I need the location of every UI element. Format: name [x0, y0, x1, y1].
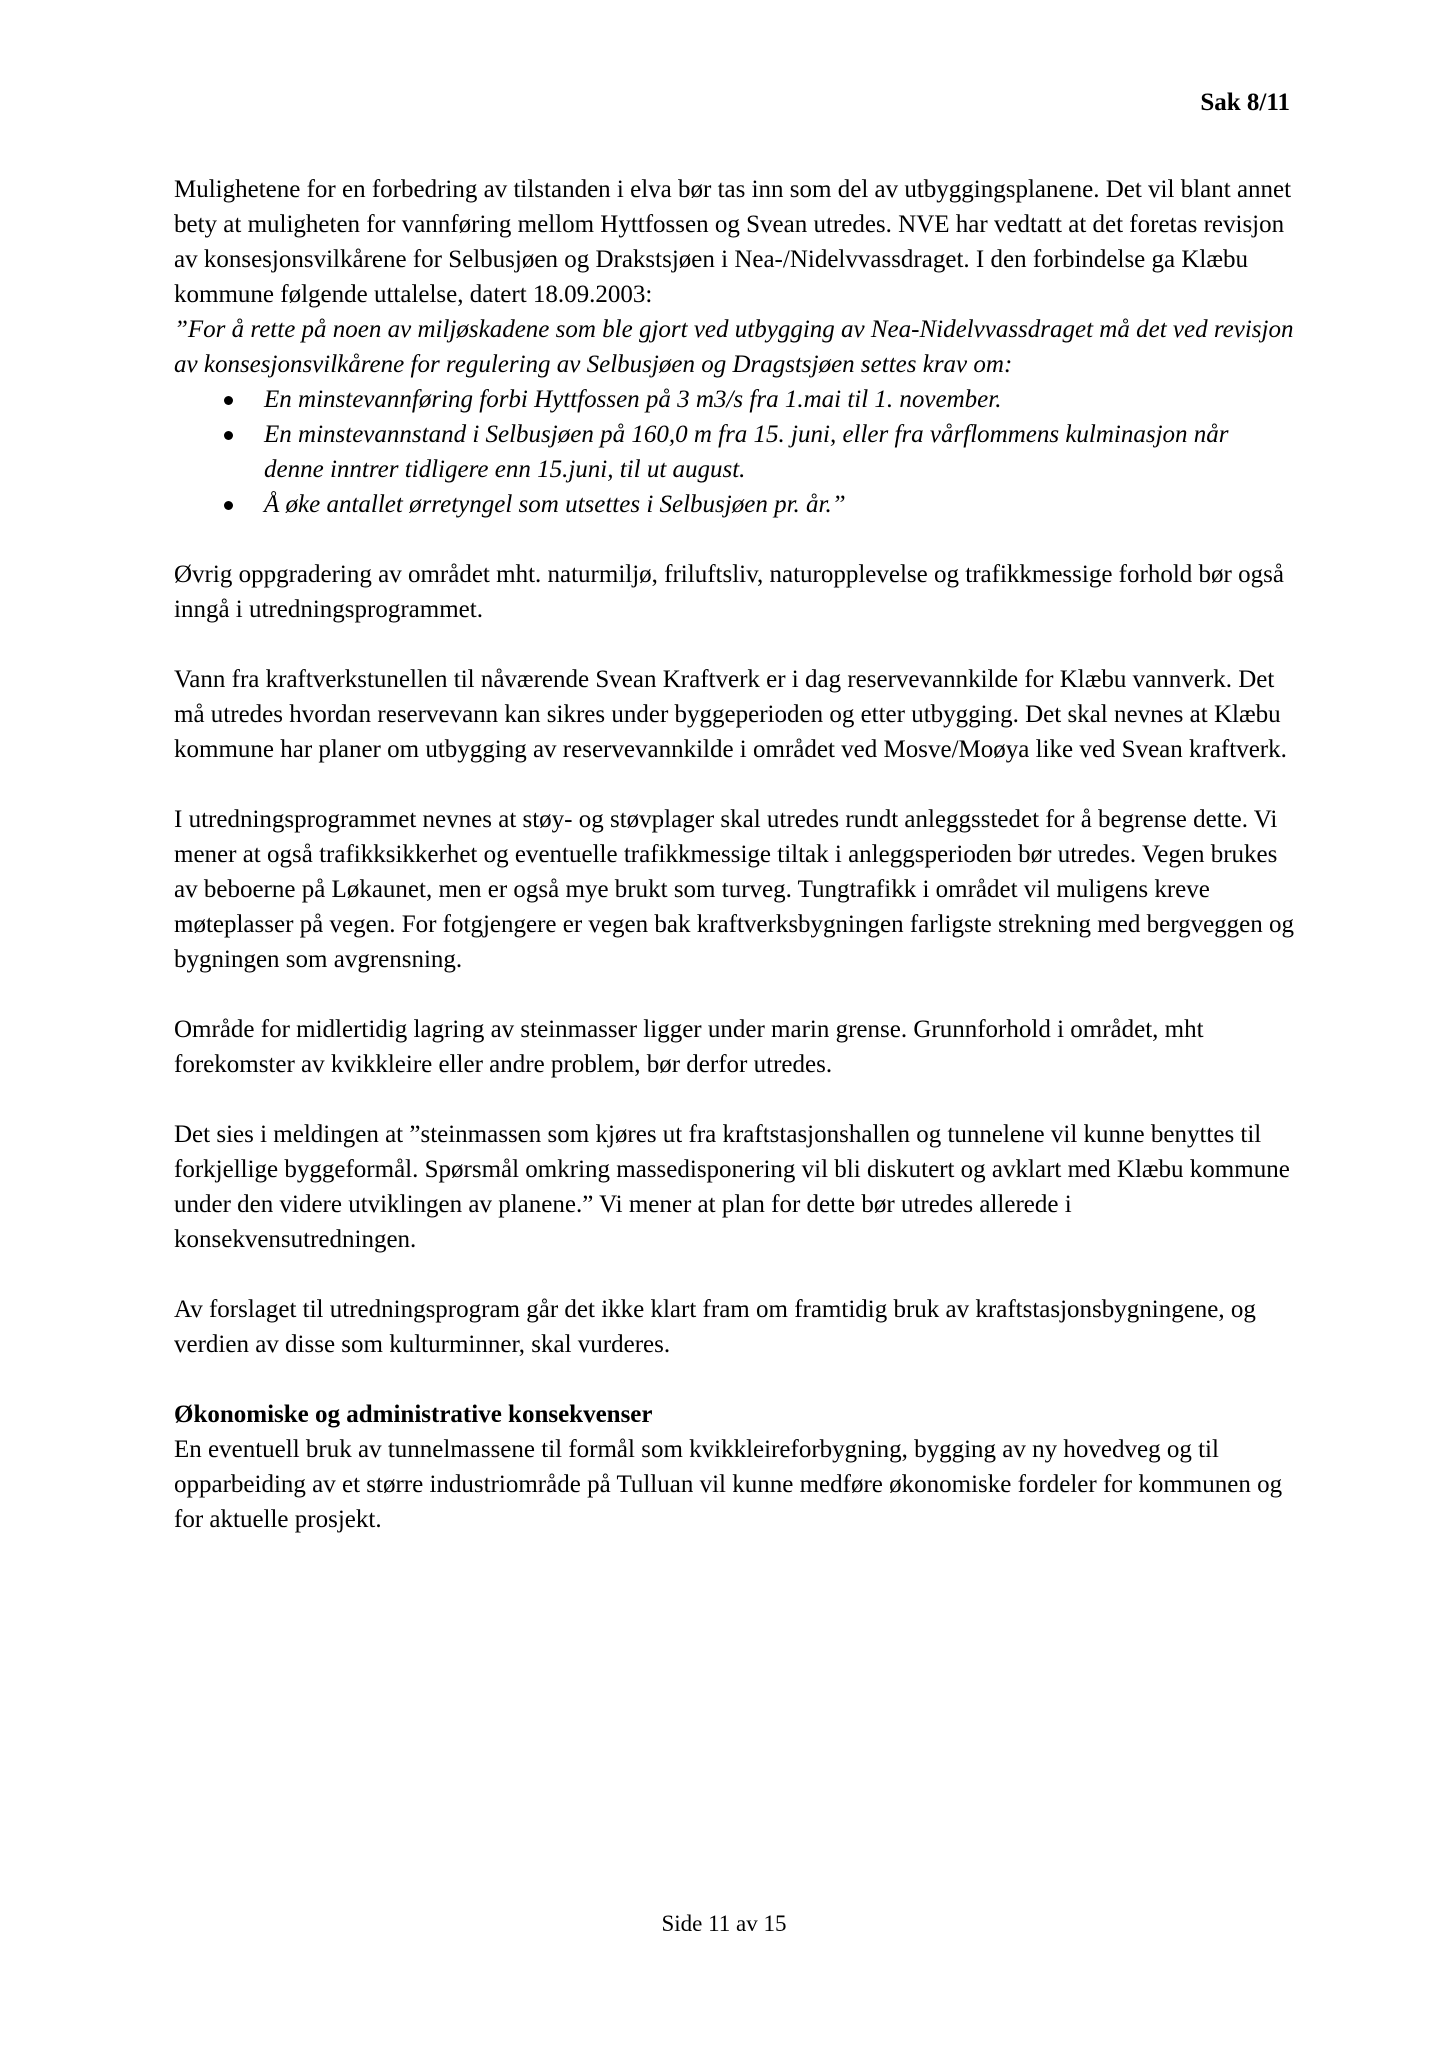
page-number: Side 11 av 15	[661, 1911, 787, 1936]
paragraph-intro: Mulighetene for en forbedring av tilstanden i elva bør tas inn som del av utbyggingsplanene. Det vil blant annet bety at muligheten for vannføring mellom Hyttfossen og Svean utredes. NVE har vedtatt at det foretas revisjon av konsesjonsvilkårene for Selbusjøen og Drakstsjøen i Nea-/Nidelvvassdraget. I den forbindelse ga Klæbu kommune følgende uttalelse, datert 18.09.2003:	[174, 176, 1292, 308]
paragraph-upgrade: Øvrig oppgradering av området mht. naturmiljø, friluftsliv, naturopplevelse og trafikkmessige forhold bør også inngå i utredningsprogrammet.	[174, 561, 1284, 623]
paragraph-rock-mass: Det sies i meldingen at ”steinmassen som kjøres ut fra kraftstasjonshallen og tunnelene vil kunne benyttes til forkjellige byggeformål. Spørsmål omkring massedisponering vil bli diskutert og avklart med Klæbu kommune under den videre utviklingen av planene.” Vi mener at plan for dette bør utredes allerede i konsekvensutredningen.	[174, 1121, 1290, 1253]
requirements-list	[174, 382, 1294, 522]
list-item: En minstevannstand i Selbusjøen på 160,0 m fra 15. juni, eller fra vårflommens kulminasjon når denne inntrer tidligere enn 15.juni, til ut august.	[174, 417, 1294, 487]
paragraph-reserve-water: Vann fra kraftverkstunellen til nåværende Svean Kraftverk er i dag reservevannkilde for Klæbu vannverk. Det må utredes hvordan reservevann kan sikres under byggeperioden og etter utbygging. Det skal nevnes at Klæbu kommune har planer om utbygging av reservevannkilde i området ved Mosve/Moøya like ved Svean kraftverk.	[174, 666, 1287, 763]
paragraph-cultural-heritage: Av forslaget til utredningsprogram går det ikke klart fram om framtidig bruk av kraftstasjonsbygningene, og verdien av disse som kulturminner, skal vurderes.	[174, 1296, 1256, 1358]
document-body	[174, 172, 1294, 1537]
list-item: En minstevannføring forbi Hyttfossen på 3 m3/s fra 1.mai til 1. november.	[174, 382, 1294, 417]
paragraph-traffic: I utredningsprogrammet nevnes at støy- og støvplager skal utredes rundt anleggsstedet for å begrense dette. Vi mener at også trafikksikkerhet og eventuelle trafikkmessige tiltak i anleggsperioden bør utredes. Vegen brukes av beboerne på Løkaunet, men er også mye brukt som turveg. Tungtrafikk i området vil muligens kreve møteplasser på vegen. For fotgjengere er vegen bak kraftverksbygningen farligste strekning med bergveggen og bygningen som avgrensning.	[174, 806, 1295, 973]
case-number: Sak 8/11	[1200, 89, 1290, 116]
section-heading-economics: Økonomiske og administrative konsekvenser	[174, 1401, 653, 1428]
list-item: Å øke antallet ørretyngel som utsettes i Selbusjøen pr. år.”	[174, 487, 1294, 522]
quote-statement: ”For å rette på noen av miljøskadene som ble gjort ved utbygging av Nea-Nidelvvassdraget må det ved revisjon av konsesjonsvilkårene for regulering av Selbusjøen og Dragstsjøen settes krav om:	[174, 316, 1294, 378]
paragraph-storage: Område for midlertidig lagring av steinmasser ligger under marin grense. Grunnforhold i området, mht forekomster av kvikkleire eller andre problem, bør derfor utredes.	[174, 1016, 1204, 1078]
paragraph-economics: En eventuell bruk av tunnelmassene til formål som kvikkleireforbygning, bygging av ny hovedveg og til opparbeiding av et større industriområde på Tulluan vil kunne medføre økonomiske fordeler for kommunen og for aktuelle prosjekt.	[174, 1436, 1283, 1533]
